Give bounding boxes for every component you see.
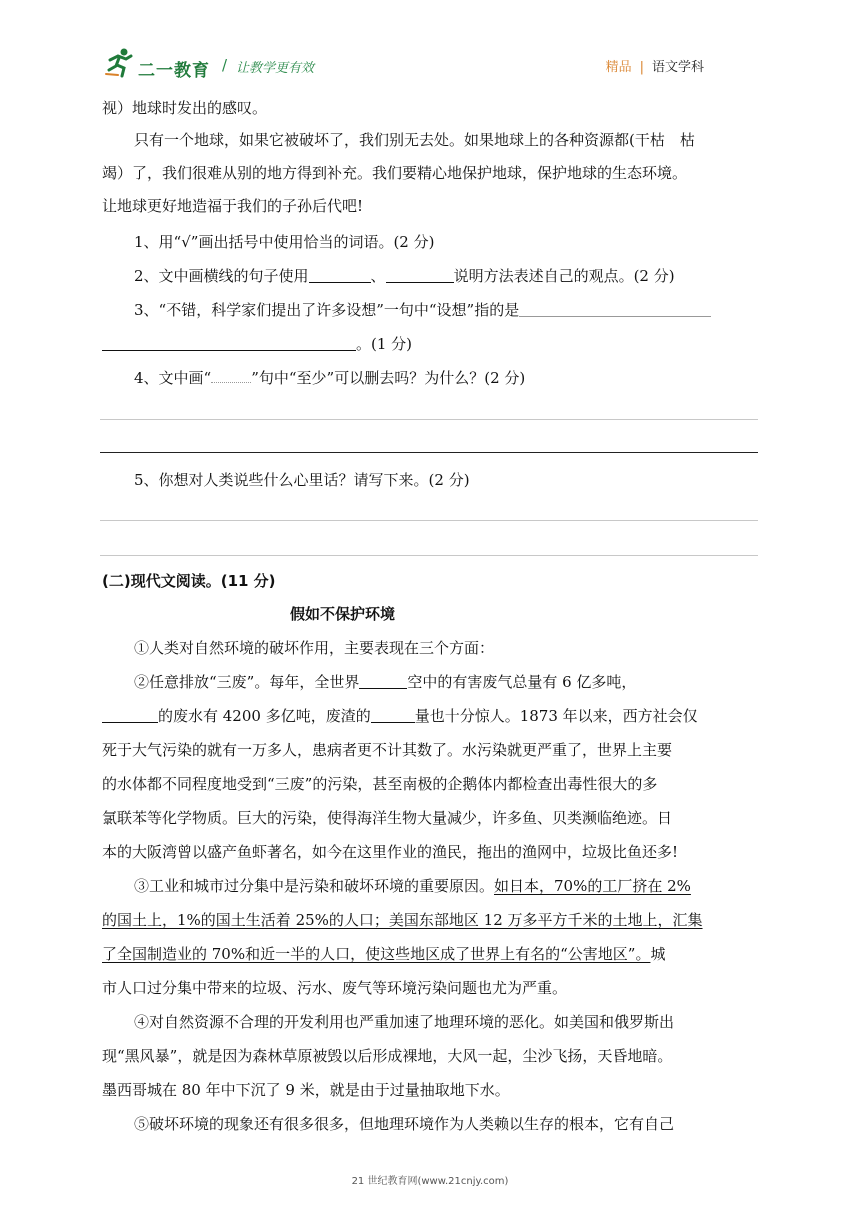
passage-line: 视）地球时发出的感叹。 xyxy=(102,99,268,117)
question-4-text-b: ”句中“至少”可以删去吗？为什么？(2 分) xyxy=(251,369,526,387)
paragraph-line: 市人口过分集中带来的垃圾、污水、废气等环境污染问题也尤为严重。 xyxy=(102,979,568,997)
paragraph-text: 的废水有 4200 多亿吨，废渣的 xyxy=(158,707,371,725)
runner-logo-icon xyxy=(104,46,136,78)
logo-text: 二一教育 xyxy=(138,61,210,81)
answer-line[interactable] xyxy=(100,555,758,556)
passage-line: 让地球更好地造福于我们的子孙后代吧! xyxy=(102,197,364,215)
paragraph-line xyxy=(134,672,636,692)
passage-line: 只有一个地球，如果它被破坏了，我们别无去处。如果地球上的各种资源都(干枯 枯 xyxy=(134,131,695,149)
answer-blank[interactable] xyxy=(359,672,407,689)
paragraph-line: ①人类对自然环境的破坏作用，主要表现在三个方面： xyxy=(134,639,495,657)
question-3-text-a: 3、“不错，科学家们提出了许多设想”一句中“设想”指的是 xyxy=(134,301,520,319)
paragraph-line xyxy=(102,706,698,726)
underlined-text: 如日本，70%的工厂挤在 2% xyxy=(494,877,691,895)
question-3-cont xyxy=(102,334,412,354)
answer-line[interactable] xyxy=(100,520,758,521)
question-2-text-a: 2、文中画横线的句子使用 xyxy=(134,267,309,285)
underlined-line: 的国土上，1%的国土生活着 25%的人口；美国东部地区 12 万多平方千米的土地上，汇集 xyxy=(102,911,703,929)
paragraph-line: 氯联苯等化学物质。巨大的污染，使得海洋生物大量减少，许多鱼、贝类濒临绝迹。日 xyxy=(102,809,673,827)
paragraph-text: ③工业和城市过分集中是污染和破坏环境的重要原因。 xyxy=(134,877,495,895)
question-4 xyxy=(134,368,525,388)
paragraph-line: 墨西哥城在 80 年中下沉了 9 米，就是由于过量抽取地下水。 xyxy=(102,1081,510,1099)
paragraph-line: 的水体都不同程度地受到“三废”的污染，甚至南极的企鹅体内都检查出毒性很大的多 xyxy=(102,775,658,793)
paragraph-line xyxy=(134,876,691,896)
answer-blank[interactable] xyxy=(371,706,415,723)
answer-blank[interactable] xyxy=(102,334,356,351)
answer-blank[interactable] xyxy=(309,266,371,283)
question-1: 1、用“√”画出括号中使用恰当的词语。(2 分) xyxy=(134,233,435,251)
question-3 xyxy=(134,300,711,320)
paragraph-text: 空中的有害废气总量有 6 亿多吨， xyxy=(407,673,637,691)
question-5: 5、你想对人类说些什么心里话？请写下来。(2 分) xyxy=(134,471,470,489)
subject-label: 语文学科 xyxy=(651,60,704,75)
question-2 xyxy=(134,266,675,286)
question-3-text-b: 。(1 分) xyxy=(356,335,413,353)
question-4-text-a: 4、文中画“ xyxy=(134,369,212,387)
answer-blank[interactable] xyxy=(519,300,711,317)
paragraph-text: ②任意排放“三废”。每年，全世界 xyxy=(134,673,360,691)
section-heading: (二)现代文阅读。(11 分) xyxy=(102,572,276,590)
answer-blank[interactable] xyxy=(386,266,454,283)
header-right xyxy=(606,56,704,75)
question-2-text-c: 说明方法表述自己的观点。(2 分) xyxy=(453,267,675,285)
quality-label: 精品 xyxy=(605,60,632,75)
answer-line[interactable] xyxy=(100,419,758,420)
question-2-text-b: 、 xyxy=(370,267,386,285)
wavy-mark xyxy=(211,372,251,383)
underlined-text: 了全国制造业的 70%和近一半的人口，使这些地区成了世界上有名的“公害地区”。 xyxy=(102,945,651,963)
paragraph-line: ④对自然资源不合理的开发利用也严重加速了地理环境的恶化。如美国和俄罗斯出 xyxy=(134,1013,675,1031)
header-bar: | xyxy=(639,60,644,75)
article-title: 假如不保护环境 xyxy=(290,605,396,623)
paragraph-line xyxy=(102,944,665,964)
paragraph-line: 本的大阪湾曾以盛产鱼虾著名，如今在这里作业的渔民，拖出的渔网中，垃圾比鱼还多! xyxy=(102,843,679,861)
paragraph-line: 死于大气污染的就有一万多人，患病者更不计其数了。水污染就更严重了，世界上主要 xyxy=(102,741,673,759)
footer-text: 21 世纪教育网(www.21cnjy.com) xyxy=(351,1176,509,1187)
paragraph-text: 量也十分惊人。1873 年以来，西方社会仅 xyxy=(414,707,698,725)
paragraph-text: 城 xyxy=(650,945,666,963)
paragraph-line: 现“黑风暴”，就是因为森林草原被毁以后形成裸地，大风一起，尘沙飞扬，天昏地暗。 xyxy=(102,1047,673,1065)
paragraph-line: ⑤破坏环境的现象还有很多很多，但地理环境作为人类赖以生存的根本，它有自己 xyxy=(134,1115,675,1133)
answer-blank[interactable] xyxy=(102,706,158,723)
logo-separator: / xyxy=(222,56,228,74)
logo-slogan: 让教学更有效 xyxy=(236,61,315,76)
header-logo xyxy=(104,46,344,82)
answer-line[interactable] xyxy=(100,452,758,453)
passage-line: 竭）了，我们很难从别的地方得到补充。我们要精心地保护地球，保护地球的生态环境。 xyxy=(102,164,688,182)
